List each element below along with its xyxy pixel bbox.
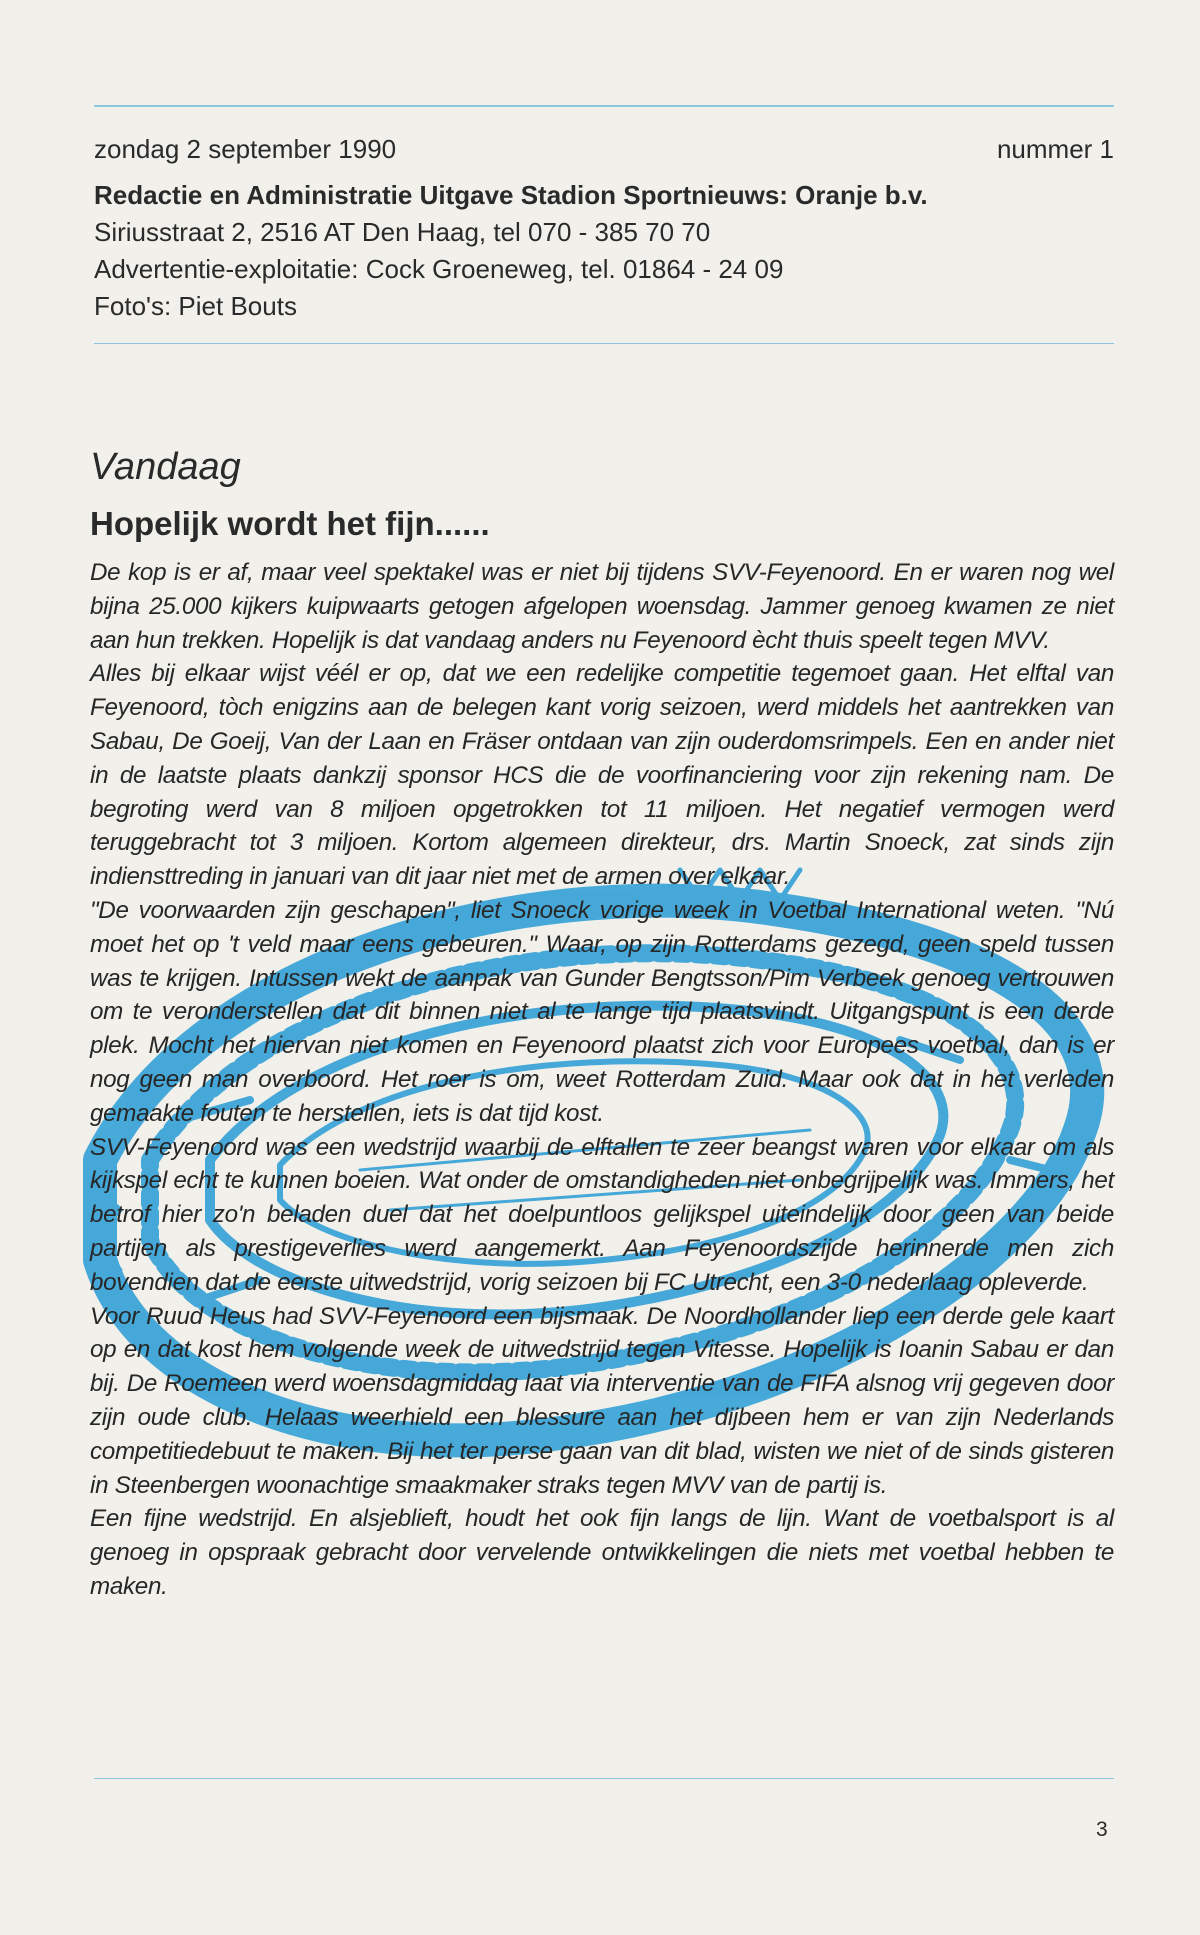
article-paragraph: De kop is er af, maar veel spektakel was er niet bij tijdens SVV-Feyenoord. En er waren nog wel bijna 25.000 kijkers kuipwaarts getogen afgelopen woensdag. Jammer genoeg kwamen ze niet aan hun trekken. Hopelijk is dat vandaag anders nu Feyenoord ècht thuis speelt tegen MVV. <box>90 559 1114 654</box>
article-paragraph: Een fijne wedstrijd. En alsjeblieft, houdt het ook fijn langs de lijn. Want de voetbalsport is al genoeg in opspraak gebracht door vervelende ontwikkelingen die niets met voetbal hebben te maken. <box>90 1505 1114 1600</box>
issue-date: zondag 2 september 1990 <box>94 134 397 164</box>
bottom-rule <box>94 1778 1114 1779</box>
article-body <box>90 556 1114 1604</box>
article-kicker: Vandaag <box>90 446 241 488</box>
photo-credit-line: Foto's: Piet Bouts <box>94 291 297 321</box>
issue-number: nummer 1 <box>996 134 1114 164</box>
masthead-divider <box>94 343 1114 344</box>
article-paragraph: "De voorwaarden zijn geschapen", liet Snoeck vorige week in Voetbal International weten. "Nú moet het op 't veld maar eens gebeuren." Waar, op zijn Rotterdams gezegd, geen speld tussen was te krijgen. Intussen wekt de aanpak van Gunder Bengtsson/Pim Verbeek genoeg vertrouwen om te veronderstellen dat dit binnen niet al te lange tijd plaatsvindt. Uitgangspunt is een derde plek. Mocht het hiervan niet komen en Feyenoord plaatst zich voor Europees voetbal, dan is er nog geen man overboord. Het roer is om, weet Rotterdam Zuid. Maar ook dat in het verleden gemaakte fouten te herstellen, iets is dat tijd kost. <box>90 896 1114 1127</box>
publisher-line: Redactie en Administratie Uitgave Stadion Sportnieuws: Oranje b.v. <box>94 180 928 210</box>
address-line: Siriusstraat 2, 2516 AT Den Haag, tel 070 - 385 70 70 <box>94 217 711 247</box>
article-paragraph: Alles bij elkaar wijst véél er op, dat we een redelijke competitie tegemoet gaan. Het elftal van Feyenoord, tòch enigzins aan de belegen kant vorig seizoen, werd middels het aantrekken van Sabau, De Goeij, Van der Laan en Fräser ontdaan van zijn ouderdomsrimpels. Een en ander niet in de laatste plaats dankzij sponsor HCS die de voorfinanciering voor zijn rekening nam. De begroting werd van 8 miljoen opgetrokken tot 11 miljoen. Het negatief vermogen werd teruggebracht tot 3 miljoen. Kortom algemeen direkteur, drs. Martin Snoeck, zat sinds zijn indiensttreding in januari van dit jaar niet met de armen over elkaar. <box>90 660 1114 891</box>
page-number: 3 <box>1096 1818 1108 1841</box>
article-paragraph: SVV-Feyenoord was een wedstrijd waarbij de elftallen te zeer beangst waren voor elkaar om als kijkspel echt te kunnen boeien. Wat onder de omstandigheden niet onbegrijpelijk was. Immers, het betrof hier zo'n beladen duel dat het doelpuntloos gelijkspel uiteindelijk door geen van beide partijen als prestigeverlies werd aangemerkt. Aan Feyenoordszijde herinnerde men zich bovendien dat de eerste uitwedstrijd, vorig seizoen bij FC Utrecht, een 3-0 nederlaag opleverde. <box>90 1133 1114 1296</box>
article-paragraph: Voor Ruud Heus had SVV-Feyenoord een bijsmaak. De Noordhollander liep een derde gele kaart op en dat kost hem volgende week de uitwedstrijd tegen Vitesse. Hopelijk is Ioanin Sabau er dan bij. De Roemeen werd woensdagmiddag laat via interventie van de FIFA alsnog vrij gegeven door zijn oude club. Helaas weerhield een blessure aan het dijbeen hem er van zijn Nederlands competitiedebuut te maken. Bij het ter perse gaan van dit blad, wisten we niet of de sinds gisteren in Steenbergen woonachtige smaakmaker straks tegen MVV van de partij is. <box>90 1302 1114 1499</box>
masthead-meta-row <box>94 133 1114 165</box>
masthead <box>94 133 1114 324</box>
advertising-line: Advertentie-exploitatie: Cock Groeneweg, tel. 01864 - 24 09 <box>94 254 784 284</box>
top-rule <box>94 105 1114 107</box>
article-headline: Hopelijk wordt het fijn...... <box>90 505 490 542</box>
